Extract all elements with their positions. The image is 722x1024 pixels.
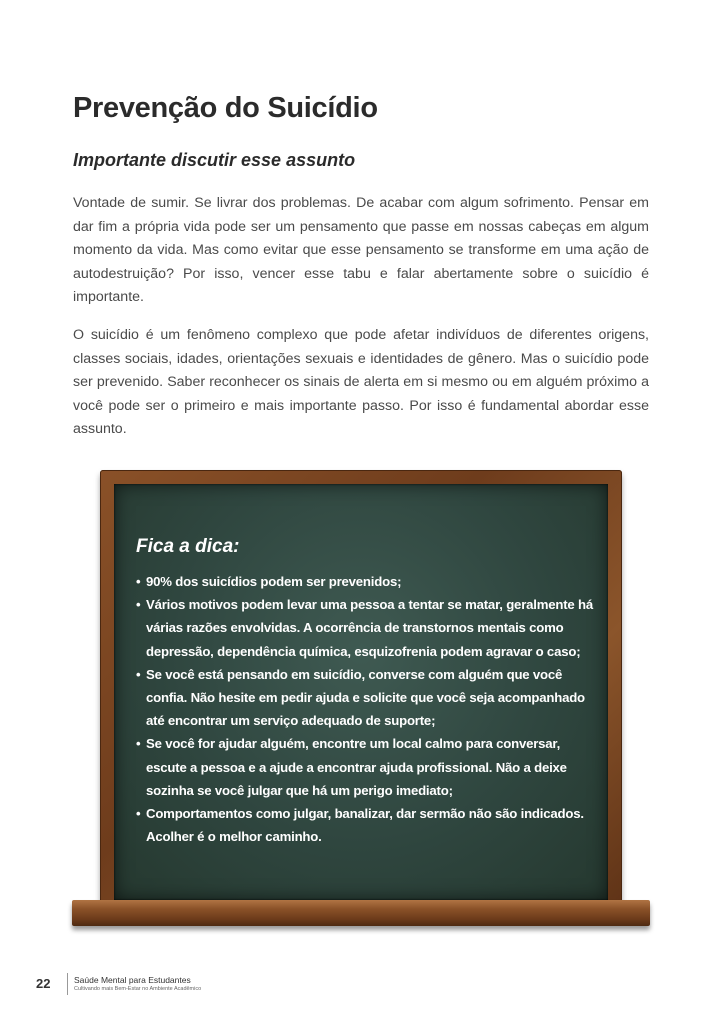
tip-item <box>136 663 594 733</box>
bullet-icon: • <box>136 597 141 613</box>
section-subtitle: Importante discutir esse assunto <box>73 150 356 170</box>
tip-heading: Fica a dica: <box>136 536 240 557</box>
tip-item <box>136 593 594 663</box>
body-paragraph-2: O suicídio é um fenômeno complexo que pode afetar indivíduos de diferentes origens, classes sociais, idades, orientações sexuais e identidades de gênero. Mas o suicídio pode ser prevenido. Saber reconhecer os sinais de alerta em si mesmo ou em alguém próximo a você pode ser o primeiro e mais importante passo. Por isso é fundamental abordar esse assunto. <box>73 327 649 437</box>
footer-divider <box>67 973 68 995</box>
footer-title: Saúde Mental para Estudantes <box>74 975 191 985</box>
tip-item-text: Se você está pensando em suicídio, converse com alguém que você confia. Não hesite em pedir ajuda e solicite que você seja acompanhado até encontrar um serviço adequado de suporte; <box>146 666 585 729</box>
footer-subtitle: Cultivando mais Bem-Estar no Ambiente Acadêmico <box>74 986 202 992</box>
bullet-icon: • <box>136 666 141 682</box>
tip-item-text: Comportamentos como julgar, banalizar, dar sermão não são indicados. Acolher é o melhor caminho. <box>146 806 584 845</box>
body-paragraph-1: Vontade de sumir. Se livrar dos problemas. De acabar com algum sofrimento. Pensar em dar fim a própria vida pode ser um pensamento que passe em nossas cabeças em algum momento da vida. Mas como evitar que esse pensamento se transforme em uma ação de autodestruição? Por isso, vencer esse tabu e falar abertamente sobre o suicídio é importante. <box>73 195 649 305</box>
bullet-icon: • <box>136 806 141 822</box>
chalkboard-ledge <box>72 900 650 926</box>
page-title: Prevenção do Suicídio <box>73 92 378 124</box>
tip-item <box>136 802 594 848</box>
page-number: 22 <box>36 976 51 991</box>
chalkboard-frame <box>100 470 622 914</box>
bullet-icon: • <box>136 574 141 589</box>
chalkboard-surface <box>114 484 608 900</box>
tip-item <box>136 732 594 802</box>
tip-item-text: 90% dos suicídios podem ser prevenidos; <box>146 574 402 589</box>
tip-item-text: Se você for ajudar alguém, encontre um local calmo para conversar, escute a pessoa e a ajude a encontrar ajuda profissional. Não a deixe sozinha se você julgar que há um perigo imediato; <box>146 736 567 798</box>
tip-item <box>136 570 594 593</box>
tip-list <box>136 570 594 848</box>
bullet-icon: • <box>136 736 141 752</box>
tip-item-text: Vários motivos podem levar uma pessoa a tentar se matar, geralmente há várias razões envolvidas. A ocorrência de transtornos mentais como depressão, dependência química, esquizofrenia podem agravar o caso; <box>146 597 594 659</box>
